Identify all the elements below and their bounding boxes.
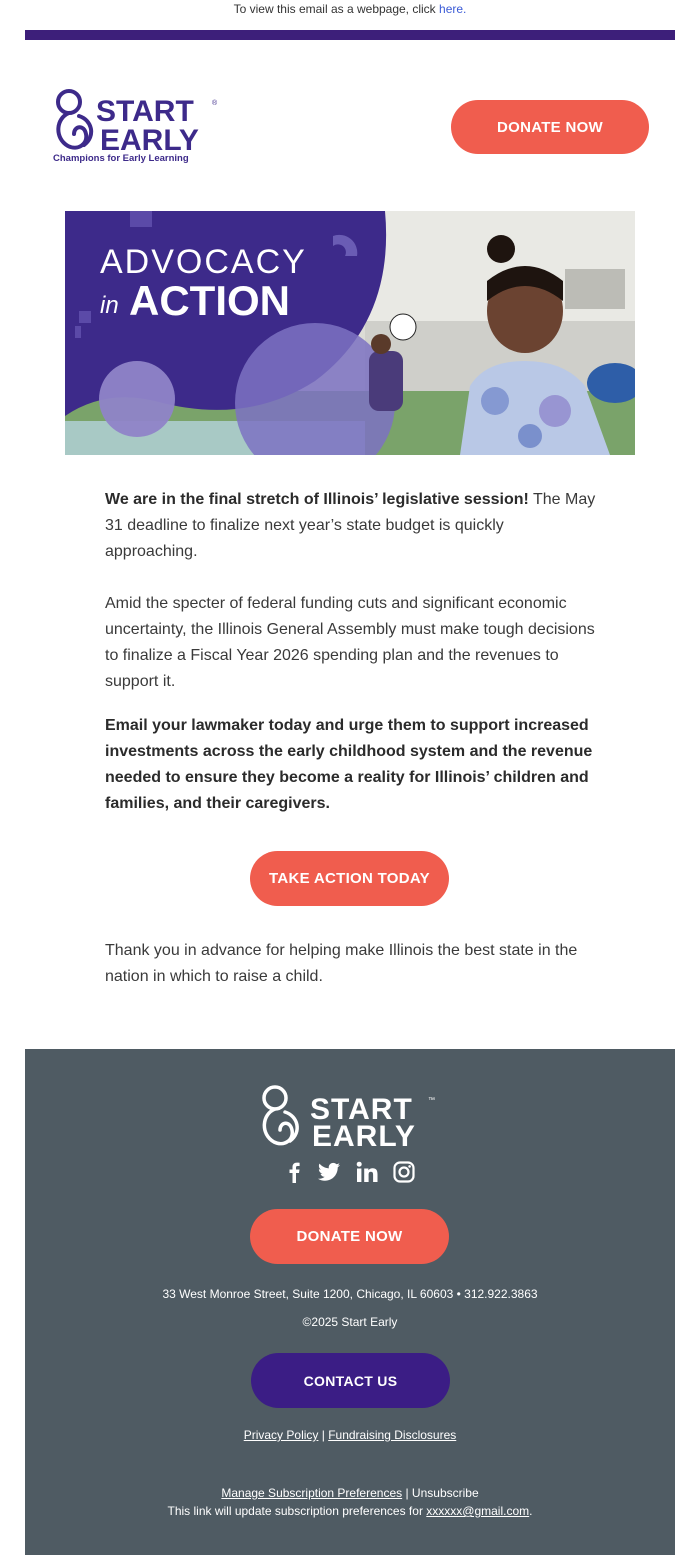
twitter-icon[interactable] — [318, 1162, 340, 1182]
take-action-button[interactable]: TAKE ACTION TODAY — [250, 851, 449, 906]
footer-address: 33 West Monroe Street, Suite 1200, Chicago, IL 60603 • 312.922.3863 — [162, 1287, 538, 1301]
context-paragraph: Amid the specter of federal funding cuts and significant economic uncertainty, the Illinois General Assembly must make tough decisions to finalize a Fiscal Year 2026 spending plan and the revenues to support it. — [105, 595, 595, 690]
hero-title-action: ACTION — [129, 277, 290, 324]
linkedin-icon[interactable] — [356, 1161, 378, 1183]
hero-title-in: in — [100, 292, 119, 319]
hero-banner[interactable] — [65, 211, 635, 455]
subscriber-email-link[interactable]: xxxxxx@gmail.com — [426, 1504, 530, 1518]
svg-text:™: ™ — [428, 1097, 435, 1104]
logo-tagline: Champions for Early Learning — [53, 153, 189, 164]
footer-copyright: ©2025 Start Early — [302, 1315, 398, 1329]
contact-us-button[interactable]: CONTACT US — [251, 1353, 450, 1408]
preheader-text: To view this email as a webpage, click — [233, 2, 440, 16]
instagram-icon[interactable] — [393, 1161, 415, 1183]
footer-logo-early: EARLY — [312, 1120, 416, 1150]
webpage-link[interactable]: here. — [439, 2, 467, 16]
footer-logo-start: START — [310, 1093, 413, 1126]
footer-logo[interactable] — [258, 1084, 443, 1150]
privacy-policy-link[interactable]: Privacy Policy — [243, 1428, 319, 1442]
subscription-row — [25, 1484, 675, 1502]
svg-text:®: ® — [212, 100, 218, 107]
thank-you-paragraph: Thank you in advance for helping make Illinois the best state in the nation in which to raise a child. — [105, 942, 578, 985]
top-accent-bar — [25, 30, 675, 40]
fundraising-disclosures-link[interactable]: Fundraising Disclosures — [328, 1428, 457, 1442]
call-to-action-paragraph: Email your lawmaker today and urge them to support increased investments across the early childhood system and the revenue needed to ensure they become a reality for Illinois’ children and families, and their caregivers. — [105, 717, 593, 812]
logo-word-start: START — [96, 95, 194, 128]
hero-image — [65, 211, 635, 455]
logo-word-early: EARLY — [100, 124, 199, 154]
logo-mark-icon — [52, 88, 222, 154]
intro-rest: The May 31 deadline to finalize next year’s state budget is quickly approaching. — [105, 491, 596, 560]
manage-subscription-link[interactable]: Manage Subscription Preferences — [221, 1486, 403, 1500]
facebook-icon[interactable] — [285, 1161, 303, 1183]
hero-title-line1: ADVOCACY — [100, 243, 307, 281]
start-early-logo[interactable] — [52, 88, 222, 168]
subscription-note — [25, 1502, 675, 1520]
social-links — [285, 1160, 415, 1184]
subscription-note-text: This link will update subscription preferences for — [167, 1504, 427, 1518]
preheader — [0, 0, 700, 18]
intro-bold: We are in the final stretch of Illinois’ legislative session! — [105, 491, 529, 508]
intro-paragraph — [105, 487, 600, 565]
subscription-note-period: . — [529, 1504, 533, 1518]
legal-links — [25, 1426, 675, 1444]
header-donate-button[interactable]: DONATE NOW — [451, 100, 649, 154]
legal-separator: | — [318, 1428, 329, 1442]
footer-donate-button[interactable]: DONATE NOW — [250, 1209, 449, 1264]
unsubscribe-text[interactable]: | Unsubscribe — [402, 1486, 479, 1500]
